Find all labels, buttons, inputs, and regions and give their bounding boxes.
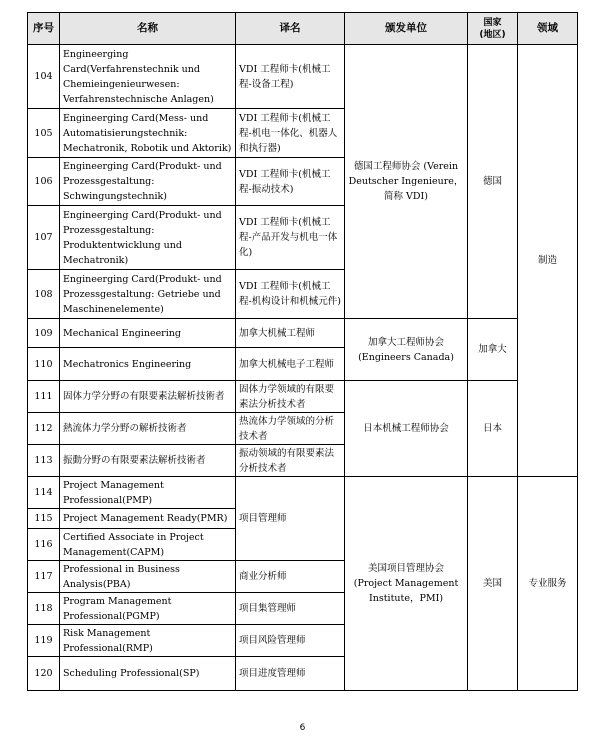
table-row [28, 381, 578, 413]
certificate-translation: 项目进度管理师 [236, 657, 345, 691]
certificate-name: Engineerging Card(Produkt- und Prozessgestaltung: Produktentwicklung und Mechatronik) [60, 206, 236, 270]
issuer-usa: 美国项目管理协会 (Project Management Institute，PMI) [345, 477, 468, 691]
row-number: 105 [28, 109, 60, 158]
header-field: 领域 [518, 13, 578, 45]
header-region [468, 13, 518, 45]
certificate-translation: 项目风险管理师 [236, 625, 345, 657]
row-number: 106 [28, 158, 60, 206]
certification-table [27, 12, 578, 691]
country-canada: 加拿大 [468, 319, 518, 381]
field-professional-services: 专业服务 [518, 477, 578, 691]
row-number: 113 [28, 445, 60, 477]
row-number: 117 [28, 561, 60, 593]
row-number: 116 [28, 529, 60, 561]
pm-translation: 项目管理师 [236, 477, 345, 561]
country-japan: 日本 [468, 381, 518, 477]
certificate-name: Project Management Ready(PMR) [60, 509, 236, 529]
table-row [28, 45, 578, 109]
certificate-name: Professional in Business Analysis(PBA) [60, 561, 236, 593]
certificate-name: Project Management Professional(PMP) [60, 477, 236, 509]
country-germany: 德国 [468, 45, 518, 319]
certificate-translation: VDI 工程师卡(机械工程-振动技术) [236, 158, 345, 206]
certificate-name: 固体力学分野の有限要素法解析技術者 [60, 381, 236, 413]
certificate-translation: VDI 工程师卡(机械工程-机电一体化、机器人和执行器) [236, 109, 345, 158]
row-number: 119 [28, 625, 60, 657]
row-number: 115 [28, 509, 60, 529]
certificate-name: Engineerging Card(Produkt- und Prozessgestaltung: Getriebe und Maschinenelemente) [60, 270, 236, 319]
certificate-translation: VDI 工程师卡(机械工程-机构设计和机械元件) [236, 270, 345, 319]
header-no: 序号 [28, 13, 60, 45]
header-name: 名称 [60, 13, 236, 45]
row-number: 110 [28, 348, 60, 381]
row-number: 112 [28, 413, 60, 445]
certificate-name: Scheduling Professional(SP) [60, 657, 236, 691]
header-region-line2: (地区) [479, 29, 506, 40]
certificate-translation: VDI 工程师卡(机械工程-设备工程) [236, 45, 345, 109]
table-row [28, 477, 578, 509]
certificate-name: Engineerging Card(Mess- und Automatisierungstechnik: Mechatronik, Robotik und Aktorik) [60, 109, 236, 158]
field-manufacturing: 制造 [518, 45, 578, 477]
certificate-name: Risk Management Professional(RMP) [60, 625, 236, 657]
country-usa: 美国 [468, 477, 518, 691]
row-number: 107 [28, 206, 60, 270]
row-number: 104 [28, 45, 60, 109]
row-number: 108 [28, 270, 60, 319]
row-number: 111 [28, 381, 60, 413]
certificate-translation: 固体力学领域的有限要素法分析技术者 [236, 381, 345, 413]
row-number: 114 [28, 477, 60, 509]
header-row [28, 13, 578, 45]
certificate-name: Engineerging Card(Produkt- und Prozessgestaltung: Schwingungstechnik) [60, 158, 236, 206]
certificate-name: Mechanical Engineering [60, 319, 236, 348]
table-row [28, 319, 578, 348]
certificate-name: Program Management Professional(PGMP) [60, 593, 236, 625]
certificate-translation: 加拿大机械电子工程师 [236, 348, 345, 381]
certificate-name: 振動分野の有限要素法解析技術者 [60, 445, 236, 477]
certificate-translation: VDI 工程师卡(机械工程-产品开发与机电一体化) [236, 206, 345, 270]
page-number: 6 [299, 723, 306, 733]
certificate-translation: 振动领域的有限要素法分析技术者 [236, 445, 345, 477]
certificate-name: Mechatronics Engineering [60, 348, 236, 381]
row-number: 118 [28, 593, 60, 625]
certificate-translation: 加拿大机械工程师 [236, 319, 345, 348]
row-number: 109 [28, 319, 60, 348]
header-translation: 译名 [236, 13, 345, 45]
header-issuer: 颁发单位 [345, 13, 468, 45]
issuer-germany: 德国工程师协会 (Verein Deutscher Ingenieure，简称 VDI) [345, 45, 468, 319]
issuer-japan: 日本机械工程师协会 [345, 381, 468, 477]
certificate-name: Engineerging Card(Verfahrenstechnik und Chemieingenieurwesen: Verfahrenstechnische Anlagen) [60, 45, 236, 109]
certificate-name: Certified Associate in Project Management(CAPM) [60, 529, 236, 561]
issuer-canada: 加拿大工程师协会 (Engineers Canada) [345, 319, 468, 381]
row-number: 120 [28, 657, 60, 691]
certificate-translation: 项目集管理师 [236, 593, 345, 625]
header-region-line1: 国家 [483, 17, 502, 28]
certificate-translation: 热流体力学领域的分析技术者 [236, 413, 345, 445]
certificate-name: 熱流体力学分野の解析技術者 [60, 413, 236, 445]
certificate-translation: 商业分析师 [236, 561, 345, 593]
